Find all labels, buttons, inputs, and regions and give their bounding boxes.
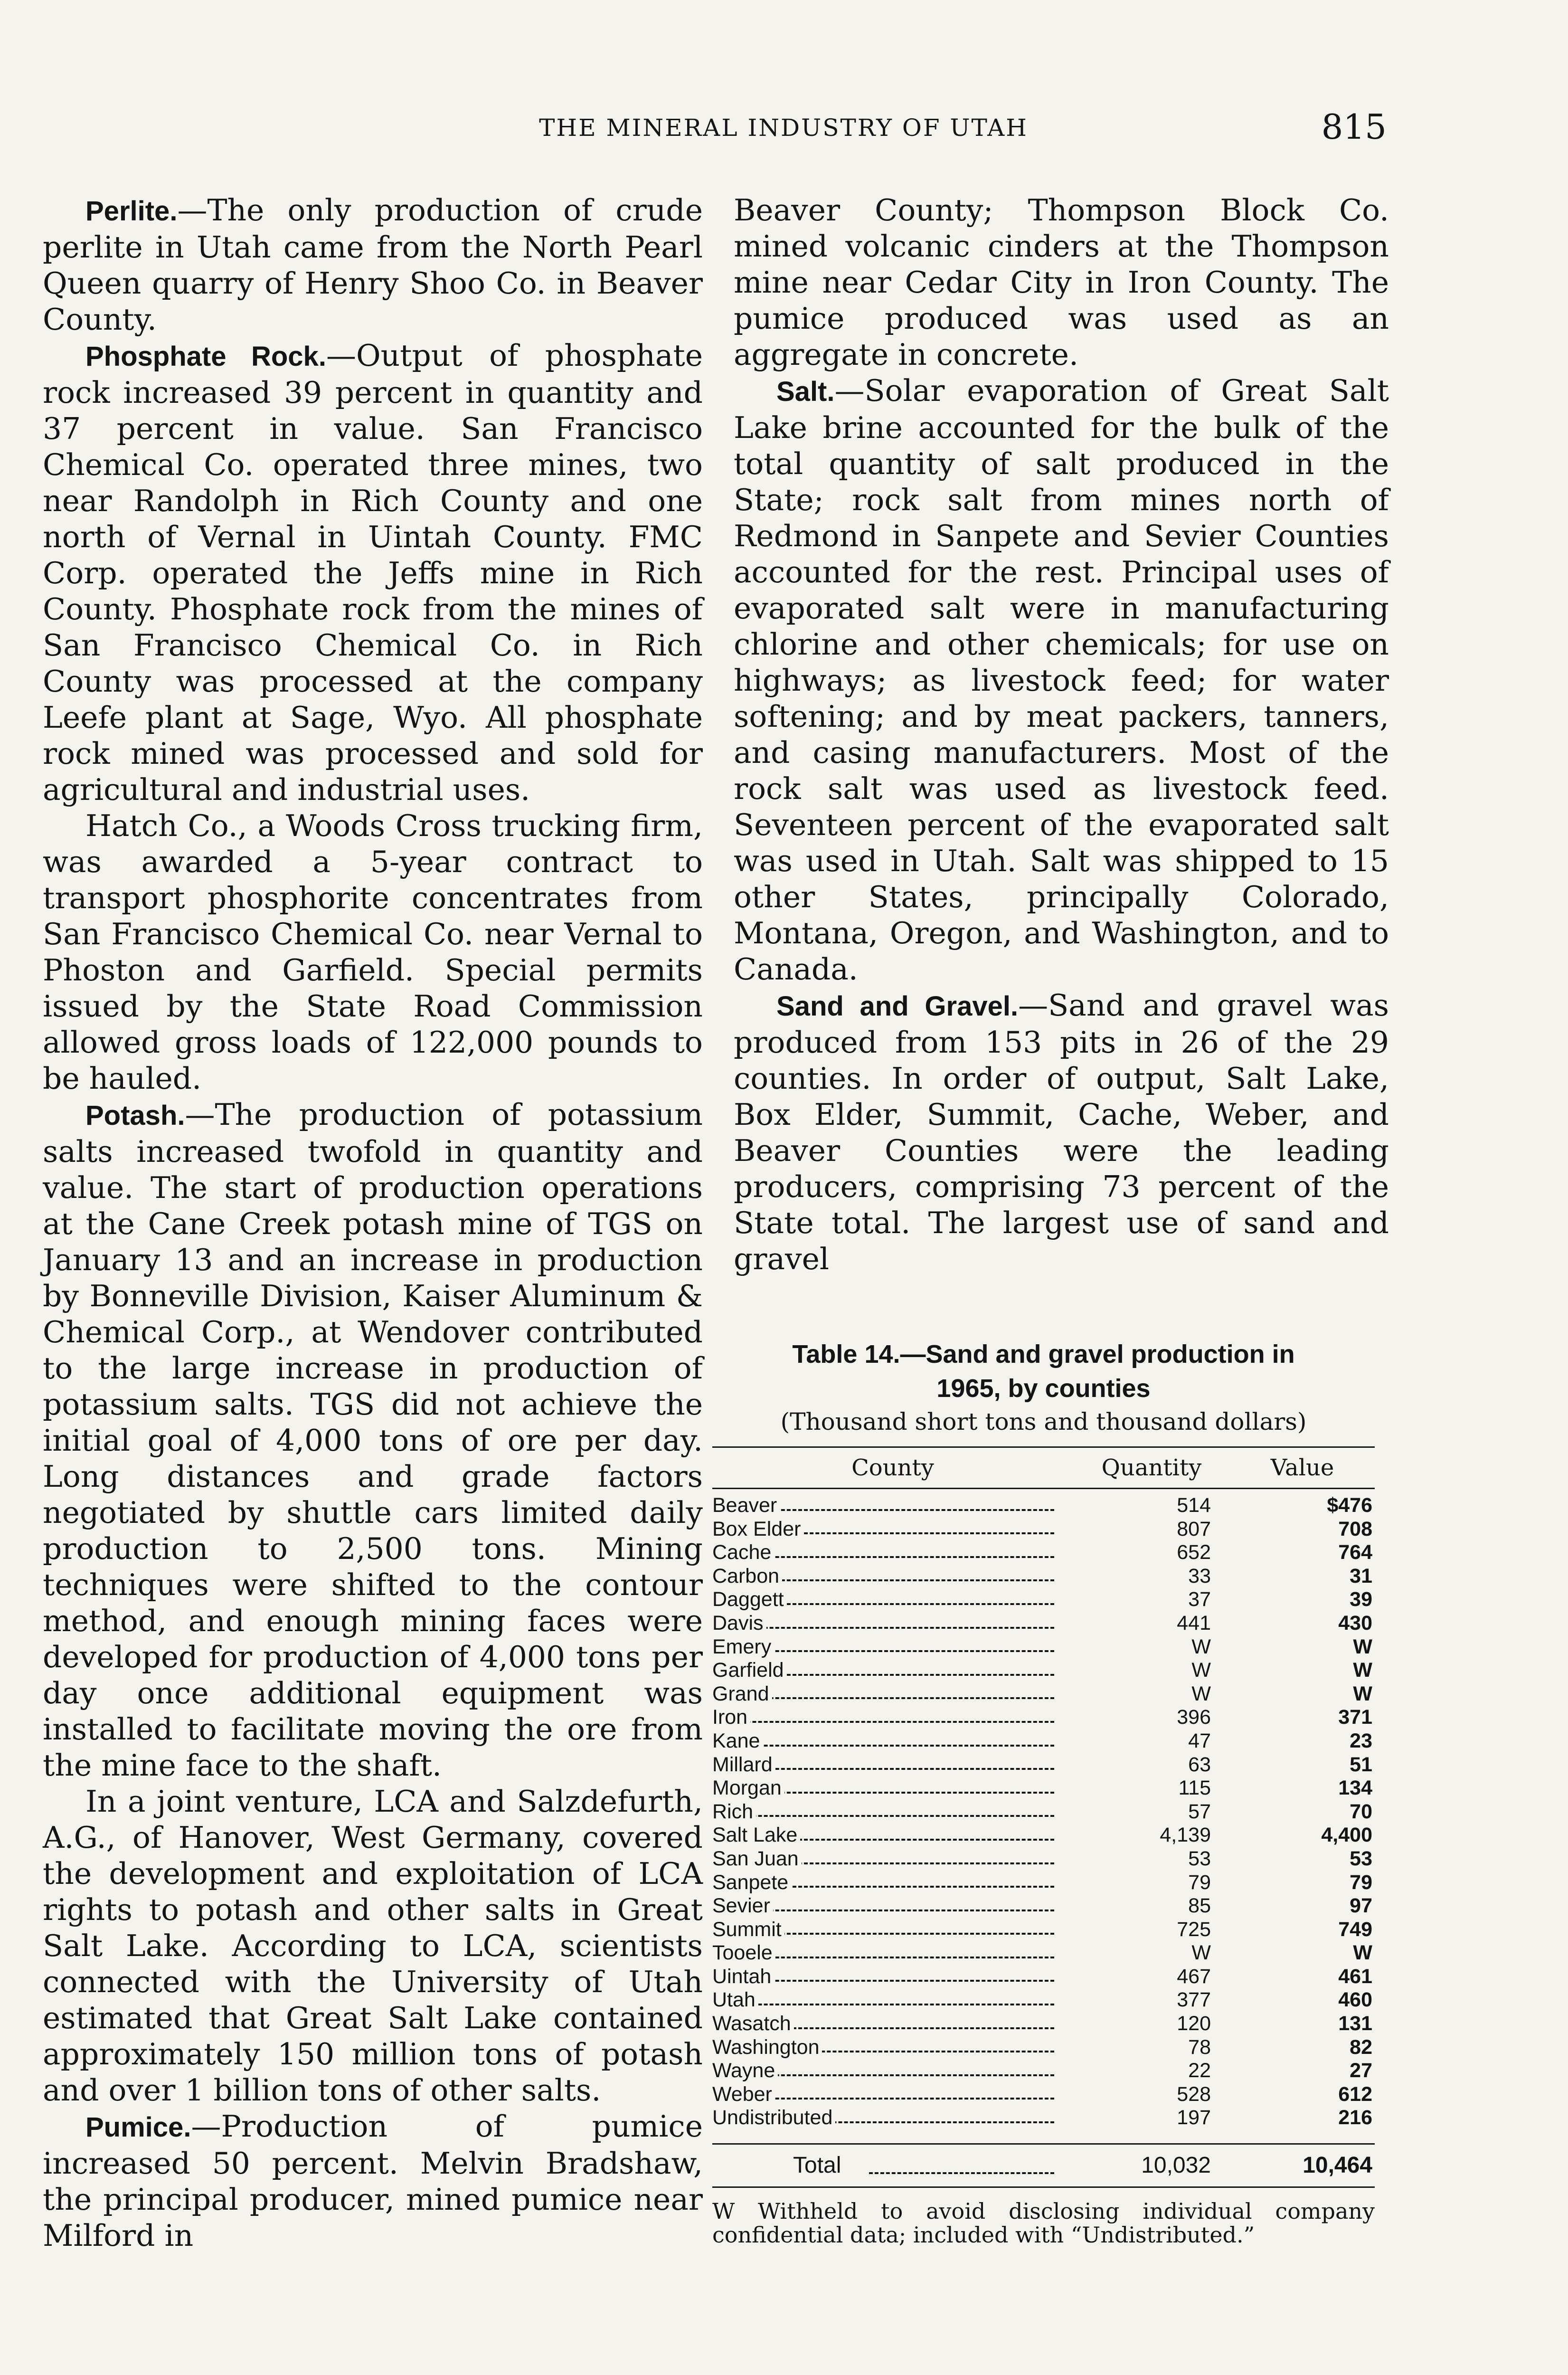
- quantity-cell: 4,139: [1160, 1824, 1211, 1847]
- quantity-cell: W: [1191, 1941, 1211, 1965]
- table-row: [712, 1494, 1375, 1518]
- column-header-quantity: Quantity: [1101, 1454, 1202, 1481]
- table-footnote: W Withheld to avoid disclosing individual company confidential data; included with “Undistributed.”: [712, 2198, 1375, 2248]
- column-header-value: Value: [1270, 1454, 1334, 1481]
- quantity-cell: 115: [1178, 1776, 1211, 1800]
- county-cell: Salt Lake: [712, 1824, 1073, 1847]
- value-cell: 764: [1338, 1541, 1372, 1564]
- county-cell: Undistributed: [712, 2106, 1073, 2130]
- value-cell: 27: [1350, 2059, 1372, 2082]
- value-cell: 97: [1350, 1894, 1372, 1918]
- table-row: [712, 1706, 1375, 1729]
- hatch-paragraph: Hatch Co., a Woods Cross trucking firm, was awarded a 5-year contract to transport phosphorite concentrates from San Francisco Chemical Co. near Vernal to Phoston and Garfield. Special permits issued by the State Road Commission allowed gross loads of 122,000 pounds to be hauled.: [43, 808, 703, 1096]
- table-row: [712, 1541, 1375, 1565]
- salt-text: —Solar evaporation of Great Salt Lake brine accounted for the bulk of the total quantity of salt produced in the State; rock salt from mines north of Redmond in Sanpete and Sevier Counties accounted for the rest. Principal uses of evaporated salt were in manufacturing chlorine and other chemicals; for use on highways; as livestock feed; for water softening; and by meat packers, tanners, and casing manufacturers. Most of the rock salt was used as livestock feed. Seventeen percent of the evaporated salt was used in Utah. Salt was shipped to 15 other States, principally Colorado, Montana, Oregon, and Washington, and to Canada.: [734, 373, 1389, 987]
- county-cell: Tooele: [712, 1941, 1073, 1965]
- quantity-cell: 22: [1188, 2059, 1211, 2082]
- value-cell: 134: [1338, 1776, 1372, 1800]
- salt-heading: Salt.: [776, 376, 835, 407]
- value-cell: 31: [1350, 1564, 1372, 1587]
- salt-paragraph: [734, 373, 1389, 988]
- table-title-line-1: Table 14.—Sand and gravel production in: [792, 1340, 1295, 1368]
- total-value: 10,464: [1303, 2153, 1372, 2178]
- column-header-county: County: [851, 1454, 934, 1481]
- quantity-cell: W: [1191, 1659, 1211, 1682]
- sand-gravel-table: [712, 1337, 1375, 2247]
- quantity-cell: 197: [1177, 2106, 1211, 2129]
- joint-venture-paragraph: In a joint venture, LCA and Salzdefurth, A.G., of Hanover, West Germany, covered the development and exploitation of LCA rights to potash and other salts in Great Salt Lake. According to LCA, scientists connected with the University of Utah estimated that Great Salt Lake contained approximately 150 million tons of potash and over 1 billion tons of other salts.: [43, 1784, 703, 2108]
- perlite-heading: Perlite.: [85, 196, 178, 227]
- table-total-row: [712, 2143, 1375, 2188]
- quantity-cell: 120: [1177, 2012, 1211, 2035]
- table-row: [712, 1635, 1375, 1659]
- quantity-cell: 33: [1188, 1564, 1211, 1587]
- total-label: Total: [712, 2150, 1073, 2181]
- county-cell: Davis: [712, 1612, 1073, 1635]
- table-row: [712, 1753, 1375, 1777]
- table-row: [712, 1847, 1375, 1871]
- county-cell: San Juan: [712, 1847, 1073, 1871]
- value-cell: W: [1353, 1682, 1372, 1705]
- quantity-cell: 377: [1177, 1988, 1211, 2012]
- value-cell: $476: [1327, 1494, 1372, 1517]
- table-row: [712, 1682, 1375, 1706]
- table-row: [712, 2059, 1375, 2083]
- pumice-text: —Production of pumice increased 50 percent. Melvin Bradshaw, the principal producer, mined pumice near Milford in: [43, 2109, 703, 2253]
- quantity-cell: W: [1191, 1635, 1211, 1658]
- quantity-cell: 79: [1188, 1871, 1211, 1894]
- potash-heading: Potash.: [85, 1100, 185, 1131]
- table-body: [712, 1494, 1375, 2130]
- county-cell: Uintah: [712, 1965, 1073, 1989]
- pumice-continued-paragraph: Beaver County; Thompson Block Co. mined volcanic cinders at the Thompson mine near Cedar City in Iron County. The pumice produced was used as an aggregate in concrete.: [734, 193, 1389, 372]
- quantity-cell: 85: [1188, 1894, 1211, 1918]
- value-cell: 708: [1338, 1517, 1372, 1540]
- county-cell: Cache: [712, 1541, 1073, 1565]
- quantity-cell: 514: [1177, 1494, 1211, 1517]
- value-cell: 79: [1350, 1871, 1372, 1894]
- table-row: [712, 2083, 1375, 2107]
- quantity-cell: 37: [1188, 1588, 1211, 1611]
- county-cell: Sevier: [712, 1894, 1073, 1918]
- table-row: [712, 1729, 1375, 1753]
- county-cell: Rich: [712, 1800, 1073, 1824]
- value-cell: 23: [1350, 1729, 1372, 1752]
- county-cell: Washington: [712, 2036, 1073, 2060]
- page-number: 815: [1321, 107, 1387, 147]
- phosphate-heading: Phosphate Rock.: [85, 341, 326, 372]
- pumice-heading: Pumice.: [85, 2112, 191, 2143]
- quantity-cell: 78: [1188, 2035, 1211, 2059]
- quantity-cell: 57: [1188, 1800, 1211, 1823]
- county-cell: Box Elder: [712, 1518, 1073, 1541]
- table-row: [712, 1612, 1375, 1635]
- table-row: [712, 1871, 1375, 1895]
- quantity-cell: 63: [1188, 1753, 1211, 1776]
- pumice-paragraph: [43, 2109, 703, 2254]
- table-row: [712, 2106, 1375, 2130]
- value-cell: 371: [1338, 1706, 1372, 1729]
- table-row: [712, 1894, 1375, 1918]
- value-cell: 4,400: [1321, 1824, 1372, 1847]
- value-cell: W: [1353, 1659, 1372, 1682]
- quantity-cell: 528: [1177, 2082, 1211, 2106]
- potash-text: —The production of potassium salts increased twofold in quantity and value. The start of production operations at the Cane Creek potash mine of TGS on January 13 and an increase in production by Bonneville Division, Kaiser Aluminum & Chemical Corp., at Wendover contributed to the large increase in production of potassium salts. TGS did not achieve the initial goal of 4,000 tons of ore per day. Long distances and grade factors negotiated by shuttle cars limited daily production to 2,500 tons. Mining techniques were shifted to the contour method, and enough mining faces were developed for production of 4,000 tons per day once additional equipment was installed to facilitate moving the ore from the mine face to the shaft.: [43, 1097, 703, 1783]
- table-row: [712, 1824, 1375, 1847]
- running-header: THE MINERAL INDUSTRY OF UTAH: [539, 114, 1028, 142]
- quantity-cell: 441: [1177, 1611, 1211, 1634]
- quantity-cell: 47: [1188, 1729, 1211, 1752]
- county-cell: Weber: [712, 2083, 1073, 2107]
- value-cell: W: [1353, 1635, 1372, 1658]
- value-cell: 82: [1350, 2035, 1372, 2059]
- county-cell: Beaver: [712, 1494, 1073, 1518]
- table-row: [712, 1988, 1375, 2012]
- quantity-cell: 807: [1177, 1517, 1211, 1540]
- quantity-cell: 725: [1177, 1918, 1211, 1941]
- right-column: [734, 192, 1389, 1277]
- quantity-cell: 467: [1177, 1965, 1211, 1988]
- table-title-line-2: 1965, by counties: [936, 1374, 1151, 1403]
- phosphate-text: —Output of phosphate rock increased 39 percent in quantity and 37 percent in value. San Francisco Chemical Co. operated three mines, two near Randolph in Rich County and one north of Vernal in Uintah County. FMC Corp. operated the Jeffs mine in Rich County. Phosphate rock from the mines of San Francisco Chemical Co. in Rich County was processed at the company Leefe plant at Sage, Wyo. All phosphate rock mined was processed and sold for agricultural and industrial uses.: [43, 338, 703, 807]
- value-cell: 460: [1338, 1988, 1372, 2012]
- sand-gravel-heading: Sand and Gravel.: [776, 991, 1019, 1022]
- county-cell: Daggett: [712, 1588, 1073, 1612]
- county-cell: Iron: [712, 1706, 1073, 1729]
- table-row: [712, 2012, 1375, 2036]
- county-cell: Wasatch: [712, 2012, 1073, 2036]
- phosphate-paragraph: [43, 338, 703, 808]
- value-cell: 39: [1350, 1588, 1372, 1611]
- table-row: [712, 1565, 1375, 1588]
- county-cell: Summit: [712, 1918, 1073, 1942]
- value-cell: 216: [1338, 2106, 1372, 2129]
- county-cell: Utah: [712, 1988, 1073, 2012]
- county-cell: Wayne: [712, 2059, 1073, 2083]
- potash-paragraph: [43, 1097, 703, 1784]
- table-row: [712, 1800, 1375, 1824]
- quantity-cell: 53: [1188, 1847, 1211, 1870]
- perlite-text: —The only production of crude perlite in Utah came from the North Pearl Queen quarry of Henry Shoo Co. in Beaver County.: [43, 193, 703, 337]
- table-row: [712, 1965, 1375, 1989]
- table-header-row: [712, 1446, 1375, 1489]
- county-cell: Grand: [712, 1682, 1073, 1706]
- value-cell: 749: [1338, 1918, 1372, 1941]
- table-row: [712, 2036, 1375, 2060]
- county-cell: Morgan: [712, 1776, 1073, 1800]
- value-cell: 461: [1338, 1965, 1372, 1988]
- sand-gravel-text: —Sand and gravel was produced from 153 pits in 26 of the 29 counties. In order of output, Salt Lake, Box Elder, Summit, Cache, Weber, and Beaver Counties were the leading producers, comprising 73 percent of the State total. The largest use of sand and gravel: [734, 988, 1389, 1276]
- perlite-paragraph: [43, 192, 703, 338]
- county-cell: Sanpete: [712, 1871, 1073, 1895]
- table-row: [712, 1588, 1375, 1612]
- county-cell: Emery: [712, 1635, 1073, 1659]
- total-quantity: 10,032: [1141, 2153, 1211, 2178]
- county-cell: Carbon: [712, 1565, 1073, 1588]
- table-subtitle: (Thousand short tons and thousand dollars): [780, 1408, 1307, 1435]
- table-row: [712, 1776, 1375, 1800]
- table-row: [712, 1941, 1375, 1965]
- sand-gravel-paragraph: [734, 988, 1389, 1277]
- county-cell: Millard: [712, 1753, 1073, 1777]
- table-row: [712, 1918, 1375, 1942]
- value-cell: 430: [1338, 1611, 1372, 1634]
- quantity-cell: W: [1191, 1682, 1211, 1705]
- value-cell: 612: [1338, 2082, 1372, 2106]
- value-cell: 53: [1350, 1847, 1372, 1870]
- table-row: [712, 1659, 1375, 1682]
- left-column: [43, 192, 703, 2254]
- county-cell: Kane: [712, 1729, 1073, 1753]
- value-cell: 131: [1338, 2012, 1372, 2035]
- quantity-cell: 396: [1177, 1706, 1211, 1729]
- value-cell: 70: [1350, 1800, 1372, 1823]
- table-row: [712, 1518, 1375, 1541]
- value-cell: 51: [1350, 1753, 1372, 1776]
- county-cell: Garfield: [712, 1659, 1073, 1682]
- value-cell: W: [1353, 1941, 1372, 1965]
- quantity-cell: 652: [1177, 1541, 1211, 1564]
